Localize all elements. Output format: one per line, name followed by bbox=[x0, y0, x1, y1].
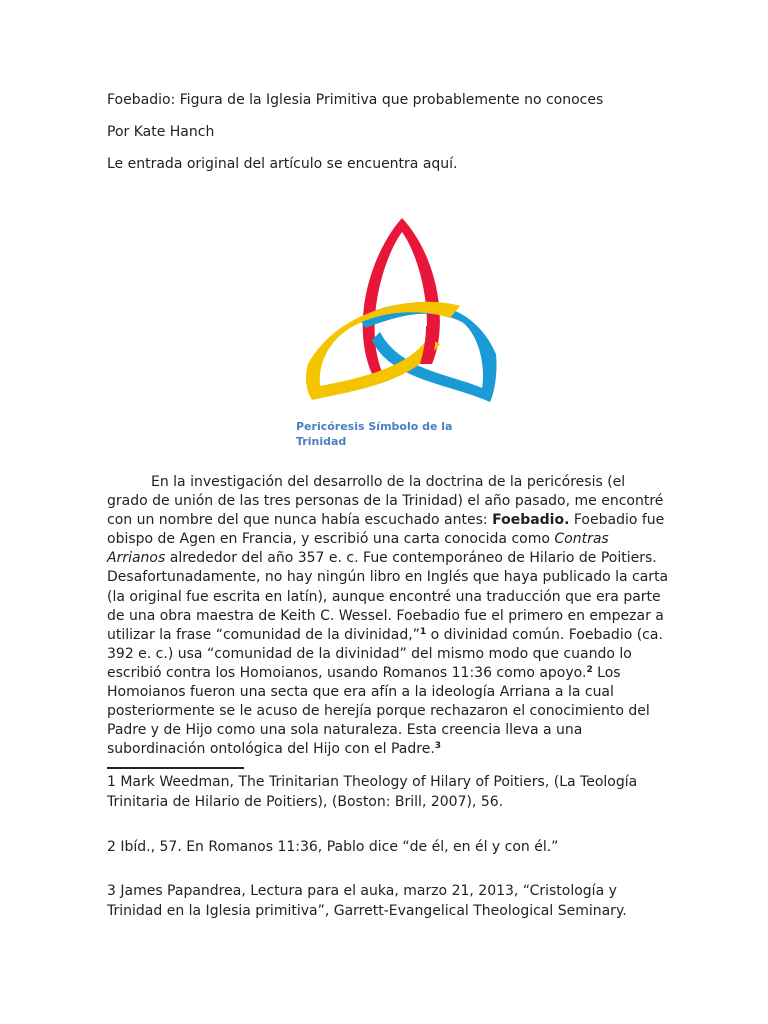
body-paragraph bbox=[107, 473, 667, 759]
figure-caption-line1: Pericóresis Símbolo de la bbox=[296, 420, 453, 433]
italic-title: Contras bbox=[554, 531, 609, 548]
figure-caption bbox=[296, 419, 476, 449]
body-line: utilizar la frase “comunidad de la divinidad,”$^1$ o divinidad común. Foebadio (ca. bbox=[107, 626, 663, 643]
body-line: En la investigación del desarrollo de la doctrina de la pericóresis (el bbox=[151, 474, 626, 490]
trinity-knot-figure bbox=[300, 214, 500, 410]
body-line: escribió contra los Homoianos, usando Romanos 11:36 como apoyo.$^2$ Los bbox=[107, 664, 621, 681]
bold-name: Foebadio. bbox=[492, 512, 570, 529]
footnote-2: 2 Ibíd., 57. En Romanos 11:36, Pablo dice “de él, en él y con él.” bbox=[107, 839, 559, 855]
author-line: Por Kate Hanch bbox=[107, 124, 215, 140]
body-line: Arrianos alrededor del año 357 e. c. Fue contemporáneo de Hilario de Poitiers. bbox=[107, 550, 657, 567]
body-line: posteriormente se le acuso de herejía porque rechazaron el conocimiento del bbox=[107, 703, 650, 720]
figure-caption-line2: Trinidad bbox=[296, 435, 347, 448]
body-line: obispo de Agen en Francia, y escribió una carta conocida como Contras bbox=[107, 531, 609, 548]
body-line: Desafortunadamente, no hay ningún libro en Inglés que haya publicado la carta bbox=[107, 569, 669, 586]
footnote-ref-3[interactable]: 3 bbox=[434, 741, 442, 752]
footnote-separator bbox=[107, 767, 244, 769]
footnote-3: 3 James Papandrea, Lectura para el auka, marzo 21, 2013, “Cristología y Trinidad en la Iglesia primitiva”, Garrett-Evangelical Theological Seminary. bbox=[107, 883, 627, 919]
body-line: (la original fue escrita en latín), aunque encontré una traducción que era parte bbox=[107, 588, 661, 605]
body-line: Homoianos fueron una secta que era afín a la ideología Arriana a la cual bbox=[107, 684, 614, 701]
body-line: de una obra maestra de Keith C. Wessel. Foebadio fue el primero en empezar a bbox=[107, 607, 664, 624]
body-line: con un nombre del que nunca había escuchado antes: Foebadio. Foebadio fue bbox=[107, 512, 665, 529]
italic-title: Arrianos bbox=[107, 550, 166, 567]
body-line: grado de unión de las tres personas de la Trinidad) el año pasado, me encontré bbox=[107, 493, 664, 510]
body-line: 392 e. c.) usa “comunidad de la divinidad” del mismo modo que cuando lo bbox=[107, 645, 632, 662]
document-title: Foebadio: Figura de la Iglesia Primitiva que probablemente no conoces bbox=[107, 92, 604, 108]
body-line: subordinación ontológica del Hijo con el Padre.$^3$ bbox=[107, 741, 442, 758]
footnote-1: 1 Mark Weedman, The Trinitarian Theology of Hilary of Poitiers, (La Teología Trinitaria de Hilario de Poitiers), (Boston: Brill, 2007), 56. bbox=[107, 774, 638, 810]
body-line: Padre y de Hijo como una sola naturaleza. Esta creencia lleva a una bbox=[107, 722, 583, 739]
footnote-ref-1[interactable]: 1 bbox=[419, 626, 427, 637]
footnote-ref-2[interactable]: 2 bbox=[586, 664, 593, 675]
source-note: Le entrada original del artículo se encuentra aquí. bbox=[107, 156, 458, 172]
